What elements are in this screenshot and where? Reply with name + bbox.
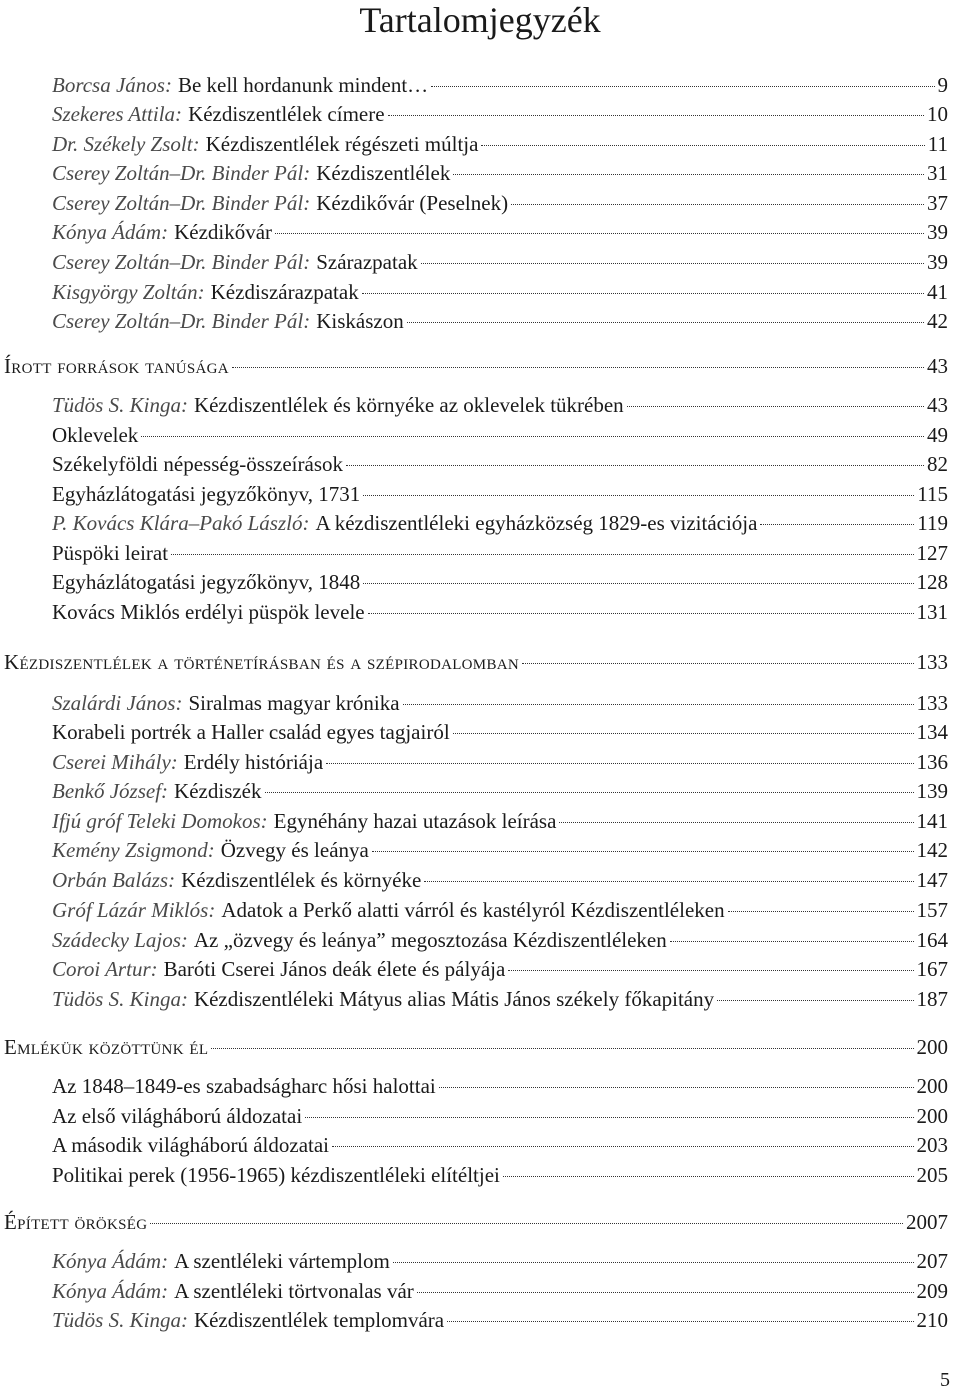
page-title: Tartalomjegyzék xyxy=(359,0,601,40)
toc-entry-title: A szentléleki törtvonalas vár xyxy=(174,1279,414,1303)
toc-entry-title: Be kell hordanunk mindent… xyxy=(177,73,429,97)
toc-entry-author: Borcsa János: xyxy=(52,73,172,97)
toc-entry-author: Gróf Lázár Miklós: xyxy=(52,898,216,922)
toc-entry-title: Kézdiszentlélek templomvára xyxy=(193,1308,445,1332)
dot-leader xyxy=(362,293,924,294)
dot-leader xyxy=(447,1321,913,1322)
dot-leader xyxy=(717,1000,913,1001)
dot-leader xyxy=(728,911,914,912)
toc-entry xyxy=(52,865,948,895)
toc-entry xyxy=(52,277,948,307)
toc-entry-title: Székelyföldi népesség-összeírások xyxy=(52,452,343,476)
toc-entry xyxy=(52,597,948,627)
toc-entry-title: Az első világháború áldozatai xyxy=(52,1104,303,1128)
toc-page-number: 203 xyxy=(916,1133,948,1157)
toc-entry xyxy=(52,538,948,568)
toc-page-number: 2007 xyxy=(906,1210,948,1234)
toc-page-number: 128 xyxy=(916,570,948,594)
toc-entry xyxy=(52,688,948,718)
toc-entry xyxy=(52,129,948,159)
dot-leader xyxy=(417,1292,914,1293)
dot-leader xyxy=(346,465,924,466)
toc-entry-title: Kézdikővár (Peselnek) xyxy=(316,191,509,215)
toc-entry xyxy=(52,449,948,479)
dot-leader xyxy=(511,204,924,205)
toc-page-number: 133 xyxy=(916,650,948,674)
toc-entry-title: Kézdiszentlélek régészeti múltja xyxy=(205,132,479,156)
toc-entry xyxy=(52,508,948,538)
toc-entry-title: Kézdiszentlélek xyxy=(316,161,451,185)
toc-entry xyxy=(52,895,948,925)
toc-entry-title: Kovács Miklós erdélyi püspök levele xyxy=(52,600,365,624)
toc-entry xyxy=(52,479,948,509)
dot-leader xyxy=(141,436,924,437)
toc-entry xyxy=(52,306,948,336)
toc-entry xyxy=(52,984,948,1014)
toc-entry-title: Püspöki leirat xyxy=(52,541,169,565)
toc-entry-author: Cserey Zoltán–Dr. Binder Pál: xyxy=(52,191,311,215)
dot-leader xyxy=(431,86,934,87)
toc-page-number: 167 xyxy=(916,957,948,981)
toc-page-number: 157 xyxy=(916,898,948,922)
toc-page-number: 39 xyxy=(927,220,948,244)
dot-leader xyxy=(372,851,914,852)
toc-entry xyxy=(52,70,948,100)
toc-page-number: 42 xyxy=(927,309,948,333)
dot-leader xyxy=(407,322,924,323)
toc-entry-title: Kézdiszentlélek címere xyxy=(188,102,385,126)
toc-entry-author: P. Kovács Klára–Pakó László: xyxy=(52,511,310,535)
toc-entry xyxy=(52,99,948,129)
toc-entry xyxy=(52,925,948,955)
toc-entry-author: Cserey Zoltán–Dr. Binder Pál: xyxy=(52,161,311,185)
toc-entry xyxy=(52,954,948,984)
dot-leader xyxy=(439,1087,914,1088)
dot-leader xyxy=(453,733,914,734)
toc-page-number: 134 xyxy=(916,720,948,744)
toc-page-number: 10 xyxy=(927,102,948,126)
toc-entry-title: A kézdiszentléleki egyházközség 1829-es vizitációja xyxy=(315,511,758,535)
dot-leader xyxy=(150,1223,903,1224)
toc-entry-author: Szalárdi János: xyxy=(52,691,183,715)
toc-entry-title: Kézdiszárazpatak xyxy=(210,280,359,304)
dot-leader xyxy=(670,941,914,942)
toc-page-number: 9 xyxy=(937,73,948,97)
toc-page-number: 127 xyxy=(916,541,948,565)
toc-entry-title: Kézdiszentlélek és környéke az oklevelek tükrében xyxy=(193,393,624,417)
toc-entry-title: Kézdiszentléleki Mátyus alias Mátis János székely főkapitány xyxy=(193,987,715,1011)
dot-leader xyxy=(363,495,914,496)
toc-entry-title: Siralmas magyar krónika xyxy=(188,691,400,715)
toc-entry-title: Politikai perek (1956-1965) kézdiszentléleki elítéltjei xyxy=(52,1163,500,1187)
toc-entry-title: Egynéhány hazai utazások leírása xyxy=(273,809,557,833)
toc-entry-author: Tüdös S. Kinga: xyxy=(52,1308,188,1332)
toc-entry-author: Coroi Artur: xyxy=(52,957,158,981)
toc-page-number: 41 xyxy=(927,280,948,304)
toc-entry xyxy=(52,1276,948,1306)
toc-entry-author: Kónya Ádám: xyxy=(52,1279,169,1303)
toc-page-number: 205 xyxy=(916,1163,948,1187)
toc-entry xyxy=(52,1101,948,1131)
toc-page-number: 133 xyxy=(916,691,948,715)
toc-entry xyxy=(52,158,948,188)
toc-section-title: Kézdiszentlélek a történetírásban és a szépirodalomban xyxy=(4,650,520,674)
toc-page-number: 136 xyxy=(916,750,948,774)
dot-leader xyxy=(508,970,913,971)
toc-page-number: 139 xyxy=(916,779,948,803)
dot-leader xyxy=(559,822,913,823)
dot-leader xyxy=(326,763,913,764)
dot-leader xyxy=(363,583,913,584)
toc-page-number: 31 xyxy=(927,161,948,185)
toc-entry xyxy=(52,390,948,420)
toc-page-number: 115 xyxy=(917,482,948,506)
dot-leader xyxy=(275,233,924,234)
toc-entry xyxy=(52,717,948,747)
toc-entry xyxy=(52,1246,948,1276)
toc-page-number: 200 xyxy=(916,1035,948,1059)
toc-entry-title: Baróti Cserei János deák élete és pályája xyxy=(163,957,506,981)
dot-leader xyxy=(368,613,914,614)
toc-entry xyxy=(52,1071,948,1101)
toc-page-number: 207 xyxy=(916,1249,948,1273)
toc-entry-title: Az 1848–1849-es szabadságharc hősi halottai xyxy=(52,1074,436,1098)
toc-page-number: 142 xyxy=(916,838,948,862)
toc-page-number: 43 xyxy=(927,354,948,378)
toc-entry-author: Cserey Zoltán–Dr. Binder Pál: xyxy=(52,309,311,333)
page-number: 5 xyxy=(940,1369,950,1391)
toc-entry-author: Kisgyörgy Zoltán: xyxy=(52,280,205,304)
toc-entry-title: Erdély históriája xyxy=(183,750,324,774)
toc-entry-title: A második világháború áldozatai xyxy=(52,1133,330,1157)
toc-entry xyxy=(52,217,948,247)
dot-leader xyxy=(332,1146,913,1147)
toc-entry-title: Oklevelek xyxy=(52,423,139,447)
toc-section-title: Emlékük közöttünk él xyxy=(4,1035,209,1059)
toc-page-number: 209 xyxy=(916,1279,948,1303)
toc-entry-title: A szentléleki vártemplom xyxy=(174,1249,390,1273)
toc-entry xyxy=(52,747,948,777)
toc-page-number: 39 xyxy=(927,250,948,274)
dot-leader xyxy=(305,1117,913,1118)
toc-entry-author: Tüdös S. Kinga: xyxy=(52,393,188,417)
toc-section xyxy=(4,647,948,677)
toc-entry-author: Benkő József: xyxy=(52,779,169,803)
toc-entry xyxy=(52,1305,948,1335)
toc-entry xyxy=(52,420,948,450)
dot-leader xyxy=(388,115,924,116)
toc-page-number: 37 xyxy=(927,191,948,215)
toc-entry-author: Kónya Ádám: xyxy=(52,220,169,244)
dot-leader xyxy=(453,174,924,175)
dot-leader xyxy=(211,1048,913,1049)
dot-leader xyxy=(232,367,924,368)
dot-leader xyxy=(522,663,913,664)
toc-entry xyxy=(52,188,948,218)
toc-entry-author: Ifjú gróf Teleki Domokos: xyxy=(52,809,268,833)
toc-section-title: Írott források tanúsága xyxy=(4,354,229,378)
toc-page-number: 49 xyxy=(927,423,948,447)
toc-section xyxy=(4,1032,948,1062)
toc-entry-title: Egyházlátogatási jegyzőkönyv, 1848 xyxy=(52,570,361,594)
toc-page-number: 187 xyxy=(916,987,948,1011)
toc-page-number: 164 xyxy=(916,928,948,952)
toc-entry xyxy=(52,835,948,865)
toc-entry-author: Tüdös S. Kinga: xyxy=(52,987,188,1011)
toc-entry-title: Korabeli portrék a Haller család egyes tagjairól xyxy=(52,720,450,744)
toc-page-number: 147 xyxy=(916,868,948,892)
toc-entry-title: Kiskászon xyxy=(316,309,404,333)
toc-entry-author: Cserei Mihály: xyxy=(52,750,178,774)
toc-entry-author: Szádecky Lajos: xyxy=(52,928,188,952)
toc-page-number: 119 xyxy=(917,511,948,535)
toc-page-number: 82 xyxy=(927,452,948,476)
toc-entry-title: Adatok a Perkő alatti várról és kastélyról Kézdiszentléleken xyxy=(221,898,725,922)
toc-entry-title: Kézdikővár xyxy=(174,220,273,244)
dot-leader xyxy=(171,554,913,555)
toc-section-title: Épített örökség xyxy=(4,1210,148,1234)
toc-entry-author: Cserey Zoltán–Dr. Binder Pál: xyxy=(52,250,311,274)
toc-entry xyxy=(52,776,948,806)
toc-entry-title: Szárazpatak xyxy=(316,250,418,274)
dot-leader xyxy=(421,263,924,264)
toc-page-number: 43 xyxy=(927,393,948,417)
toc-section xyxy=(4,351,948,381)
toc-entry-author: Kemény Zsigmond: xyxy=(52,838,215,862)
toc-section xyxy=(4,1207,948,1237)
toc-entry-author: Dr. Székely Zsolt: xyxy=(52,132,200,156)
toc-page-number: 210 xyxy=(916,1308,948,1332)
dot-leader xyxy=(760,524,914,525)
toc-page-number: 131 xyxy=(916,600,948,624)
toc-page-number: 200 xyxy=(916,1104,948,1128)
toc-page-number: 11 xyxy=(927,132,948,156)
toc-entry xyxy=(52,567,948,597)
toc-entry-title: Egyházlátogatási jegyzőkönyv, 1731 xyxy=(52,482,361,506)
dot-leader xyxy=(481,145,924,146)
dot-leader xyxy=(393,1262,914,1263)
toc-entry xyxy=(52,806,948,836)
toc-page-number: 141 xyxy=(916,809,948,833)
dot-leader xyxy=(627,406,924,407)
toc-entry-author: Szekeres Attila: xyxy=(52,102,183,126)
toc-entry-title: Kézdiszék xyxy=(174,779,262,803)
dot-leader xyxy=(424,881,913,882)
toc-entry-author: Orbán Balázs: xyxy=(52,868,176,892)
toc-entry xyxy=(52,247,948,277)
toc-entry-title: Az „özvegy és leánya” megosztozása Kézdiszentléleken xyxy=(193,928,667,952)
dot-leader xyxy=(503,1176,914,1177)
dot-leader xyxy=(403,704,914,705)
dot-leader xyxy=(265,792,914,793)
toc-entry xyxy=(52,1160,948,1190)
toc-page-number: 200 xyxy=(916,1074,948,1098)
toc-entry xyxy=(52,1130,948,1160)
toc-entry-title: Özvegy és leánya xyxy=(220,838,369,862)
toc-entry-title: Kézdiszentlélek és környéke xyxy=(181,868,422,892)
toc-entry-author: Kónya Ádám: xyxy=(52,1249,169,1273)
